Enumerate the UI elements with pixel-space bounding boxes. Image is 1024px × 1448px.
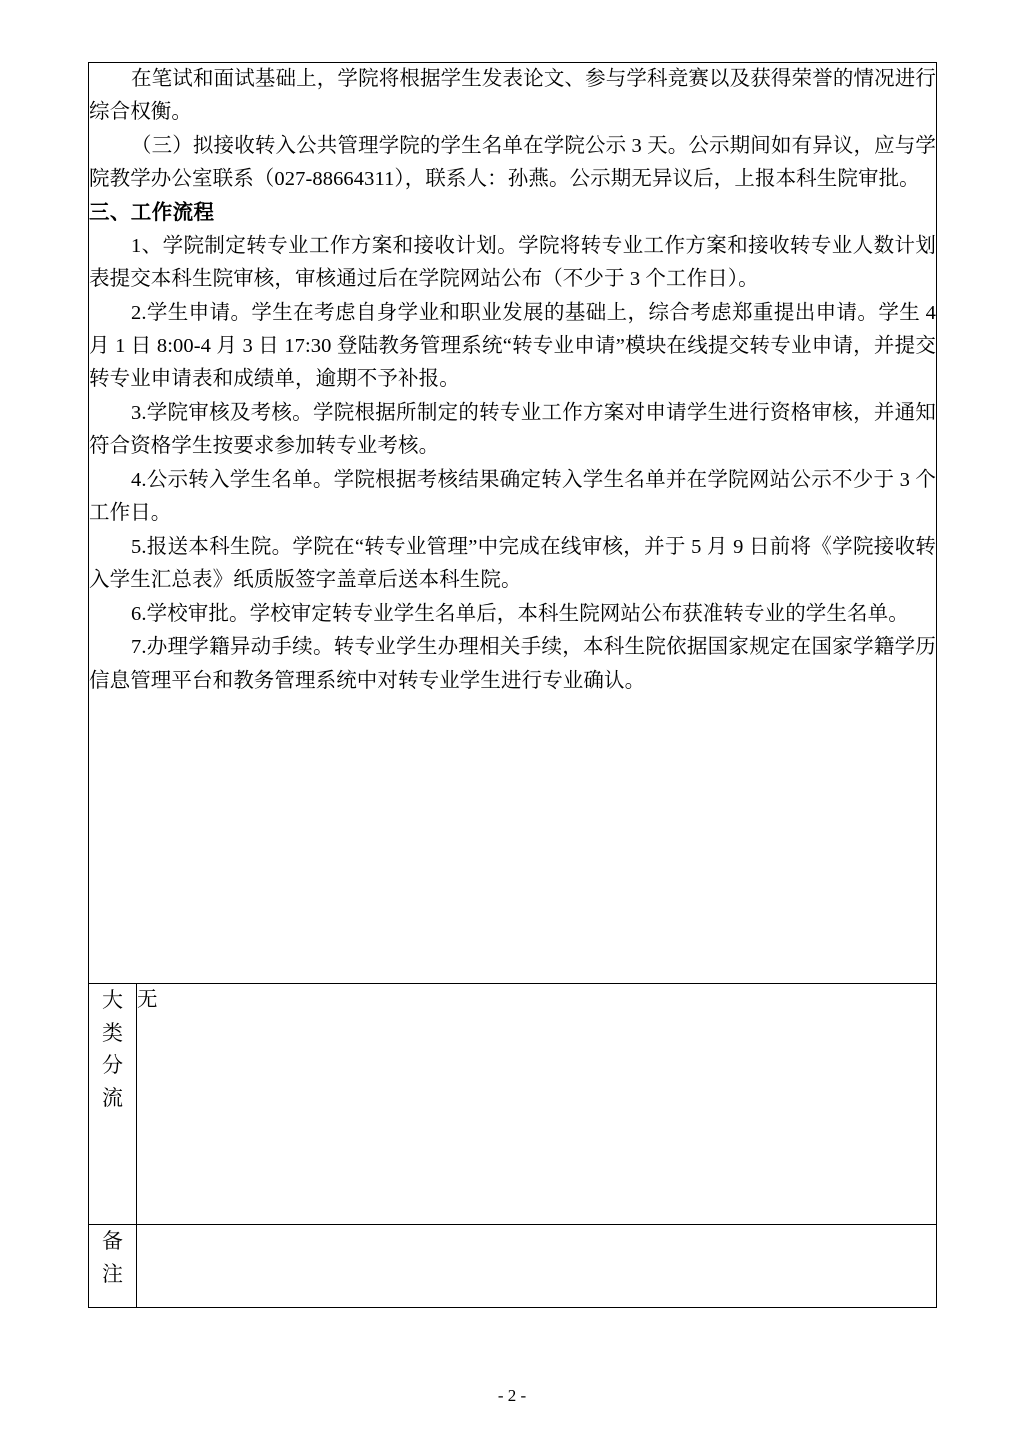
- paragraph-step-5: 5.报送本科生院。学院在“转专业管理”中完成在线审核，并于 5 月 9 日前将《学院接收转入学生汇总表》纸质版签字盖章后送本科生院。: [89, 535, 936, 592]
- table-row-category-split: [89, 984, 937, 1225]
- paragraph-step-6: 6.学校审批。学校审定转专业学生名单后，本科生院网站公布获准转专业的学生名单。: [131, 602, 909, 625]
- row-label-category-split: [89, 984, 137, 1225]
- paragraph-step-2: 2.学生申请。学生在考虑自身学业和职业发展的基础上，综合考虑郑重提出申请。学生 4 月 1 日 8:00-4 月 3 日 17:30 登陆教务管理系统“转专业申请”模块在线提交转专业申请，并提交转专业申请表和成绩单，逾期不予补报。: [89, 301, 936, 391]
- paragraph-step-4: 4.公示转入学生名单。学院根据考核结果确定转入学生名单并在学院网站公示不少于 3 个工作日。: [89, 468, 936, 525]
- row-value-category-split: [137, 984, 937, 1225]
- paragraph-step-1: 1、学院制定转专业工作方案和接收计划。学院将转专业工作方案和接收转专业人数计划表提交本科生院审核，审核通过后在学院网站公布（不少于 3 个工作日）。: [89, 235, 936, 291]
- row-label-category-split-text: 大 类 分 流: [102, 988, 123, 1110]
- paragraph-step-3: 3.学院审核及考核。学院根据所制定的转专业工作方案对申请学生进行资格审核，并通知符合资格学生按要求参加转专业考核。: [89, 402, 936, 458]
- row-value-remarks: [137, 1225, 937, 1308]
- page-number: - 2 -: [497, 1386, 527, 1405]
- form-table: [88, 62, 937, 1308]
- section-heading-workflow: 三、工作流程: [89, 201, 215, 224]
- row-label-remarks-text: 备 注: [102, 1229, 123, 1286]
- table-row-remarks: [89, 1225, 937, 1308]
- row-value-category-split-text: 无: [137, 989, 158, 1011]
- paragraph-step-7: 7.办理学籍异动手续。转专业学生办理相关手续，本科生院依据国家规定在国家学籍学历信息管理平台和教务管理系统中对转专业学生进行专业确认。: [89, 636, 936, 692]
- table-row-main: [89, 63, 937, 984]
- paragraph-publicity-3days: （三）拟接收转入公共管理学院的学生名单在学院公示 3 天。公示期间如有异议，应与学院教学办公室联系（027-88664311），联系人：孙燕。公示期无异议后，上报本科生院审批。: [89, 134, 936, 191]
- main-content-cell: [89, 63, 937, 984]
- paragraph-interview-basis: 在笔试和面试基础上，学院将根据学生发表论文、参与学科竞赛以及获得荣誉的情况进行综合权衡。: [89, 68, 936, 124]
- row-label-remarks: [89, 1225, 137, 1308]
